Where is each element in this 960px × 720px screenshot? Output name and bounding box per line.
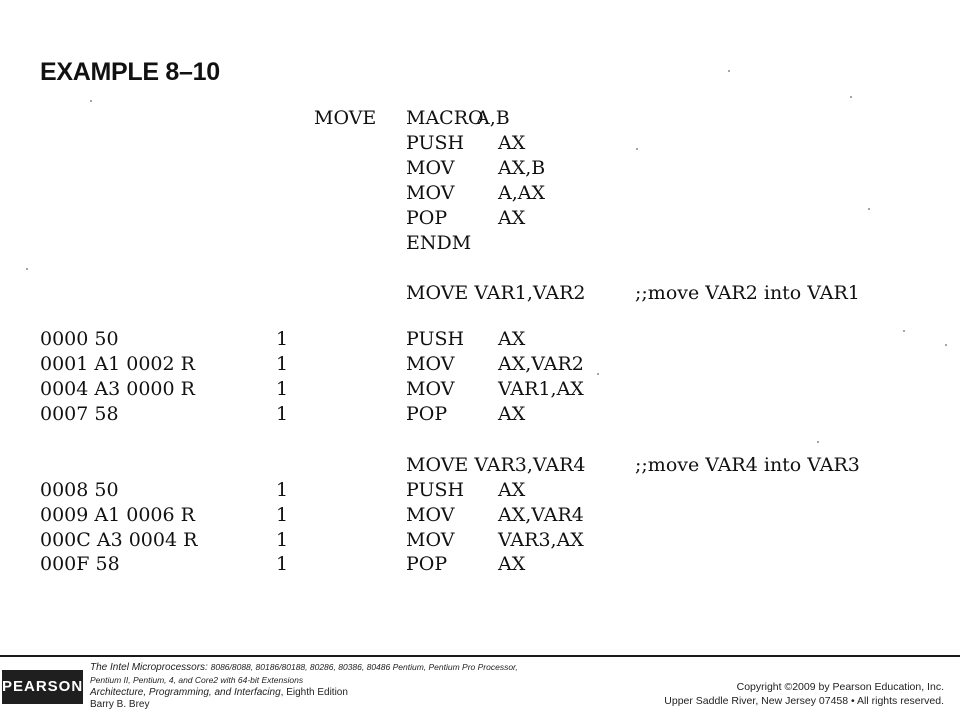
nesting-level: 1 (276, 479, 289, 501)
expansion-line (0, 551, 960, 577)
nesting-level: 1 (276, 504, 289, 526)
macro-arg: AX,B (498, 157, 546, 179)
scan-speck (636, 148, 638, 150)
slide-title: EXAMPLE 8–10 (40, 58, 220, 86)
address-code: 0000 50 (40, 328, 119, 350)
expansion-line (0, 326, 960, 352)
book-author: Barry B. Brey (90, 699, 150, 710)
expansion-line (0, 376, 960, 402)
macro-op: MOV (406, 157, 455, 179)
address-code: 000C A3 0004 R (40, 529, 198, 551)
instruction-op: POP (406, 553, 448, 575)
macro-def-line (0, 105, 960, 131)
instruction-op: MOV (406, 353, 455, 375)
instruction-arg: AX (498, 479, 526, 501)
macro-arg: AX (498, 207, 526, 229)
nesting-level: 1 (276, 353, 289, 375)
expansion-line (0, 502, 960, 528)
macro-call: MOVE VAR3,VAR4 (406, 454, 586, 476)
instruction-arg: AX (498, 403, 526, 425)
scan-speck (728, 70, 730, 72)
macro-op: MOV (406, 182, 455, 204)
address-code: 000F 58 (40, 553, 120, 575)
macro-call-line (0, 452, 960, 478)
nesting-level: 1 (276, 529, 289, 551)
instruction-arg: AX,VAR4 (498, 504, 584, 526)
address-code: 0007 58 (40, 403, 119, 425)
expansion-line (0, 401, 960, 427)
book-subtitle: Architecture, Programming, and Interfacing (90, 687, 281, 698)
macro-op: MACRO (406, 107, 484, 129)
scan-speck (26, 268, 28, 270)
pearson-logo: PEARSON (2, 670, 83, 704)
macro-arg: AX (498, 132, 526, 154)
copyright-notice (664, 680, 944, 708)
address-code: 0009 A1 0006 R (40, 504, 195, 526)
instruction-op: MOV (406, 504, 455, 526)
macro-def-line (0, 230, 960, 256)
macro-comment: ;;move VAR4 into VAR3 (635, 454, 860, 476)
book-edition: , Eighth Edition (280, 687, 348, 698)
nesting-level: 1 (276, 403, 289, 425)
macro-op: POP (406, 207, 448, 229)
copyright-line-2: Upper Saddle River, New Jersey 07458 • All rights reserved. (664, 695, 944, 707)
macro-def-line (0, 130, 960, 156)
address-code: 0008 50 (40, 479, 119, 501)
instruction-op: MOV (406, 529, 455, 551)
expansion-line (0, 527, 960, 553)
address-code: 0004 A3 0000 R (40, 378, 195, 400)
scan-speck (90, 100, 92, 102)
nesting-level: 1 (276, 328, 289, 350)
macro-comment: ;;move VAR2 into VAR1 (635, 282, 860, 304)
macro-op: ENDM (406, 232, 472, 254)
macro-def-line (0, 205, 960, 231)
instruction-arg: AX (498, 553, 526, 575)
expansion-line (0, 477, 960, 503)
instruction-arg: VAR1,AX (498, 378, 584, 400)
expansion-line (0, 351, 960, 377)
nesting-level: 1 (276, 378, 289, 400)
macro-arg: A,AX (498, 182, 546, 204)
scan-speck (597, 373, 599, 375)
macro-name: MOVE (314, 107, 377, 129)
address-code: 0001 A1 0002 R (40, 353, 195, 375)
macro-arg: A,B (476, 107, 510, 129)
book-models: 8086/8088, 80186/80188, 80286, 80386, 80486 Pentium, Pentium Pro Processor, Pentium II, Pentium, 4, and Core2 with 64-bit Extensions (90, 662, 518, 685)
macro-call-line (0, 280, 960, 306)
instruction-arg: VAR3,AX (498, 529, 584, 551)
macro-def-line (0, 155, 960, 181)
macro-op: PUSH (406, 132, 465, 154)
instruction-op: PUSH (406, 328, 465, 350)
scan-speck (868, 208, 870, 210)
scan-speck (817, 441, 819, 443)
macro-def-line (0, 180, 960, 206)
copyright-line-1: Copyright ©2009 by Pearson Education, Inc. (736, 681, 944, 693)
macro-call: MOVE VAR1,VAR2 (406, 282, 586, 304)
instruction-op: PUSH (406, 479, 465, 501)
instruction-op: POP (406, 403, 448, 425)
instruction-op: MOV (406, 378, 455, 400)
scan-speck (903, 330, 905, 332)
instruction-arg: AX (498, 328, 526, 350)
footer-rule (0, 655, 960, 657)
scan-speck (850, 96, 852, 98)
nesting-level: 1 (276, 553, 289, 575)
book-citation (90, 661, 550, 711)
scan-speck (945, 344, 947, 346)
instruction-arg: AX,VAR2 (498, 353, 584, 375)
book-title: The Intel Microprocessors: (90, 662, 208, 673)
